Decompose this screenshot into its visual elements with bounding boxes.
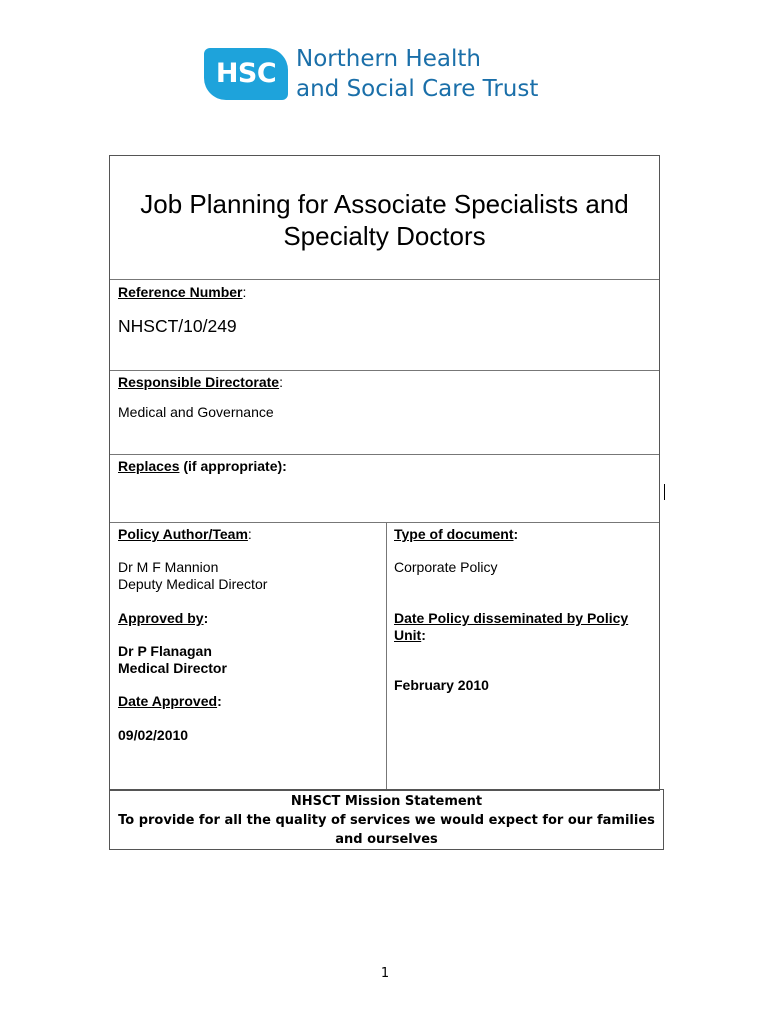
author-name: Dr M F Mannion [118, 559, 219, 575]
approver-role: Medical Director [118, 660, 227, 676]
logo-line-1: Northern Health [296, 46, 481, 72]
reference-label: Reference Number: [118, 284, 247, 300]
author-column [110, 522, 387, 790]
hsc-badge-icon [204, 48, 288, 100]
logo-trust-name [296, 44, 538, 104]
page-number: 1 [380, 966, 390, 981]
reference-value: NHSCT/10/249 [118, 316, 237, 336]
mission-heading: NHSCT Mission Statement [290, 794, 483, 809]
doc-type-label: Type of document: [394, 526, 519, 542]
date-approved-value: 09/02/2010 [118, 727, 189, 743]
mission-statement [109, 789, 664, 850]
hsc-logo [204, 44, 544, 104]
replaces-label: Replaces (if appropriate): [118, 458, 287, 474]
date-approved-label: Date Approved: [118, 693, 222, 709]
mission-line-2: and ourselves [335, 832, 438, 847]
edge-mark [664, 484, 665, 500]
doc-type-value: Corporate Policy [394, 559, 498, 575]
author-role: Deputy Medical Director [118, 576, 268, 592]
date-disseminated-label-1: Date Policy disseminated by Policy [394, 610, 629, 626]
date-disseminated-value: February 2010 [394, 677, 489, 693]
title-line-2: Specialty Doctors [283, 221, 486, 251]
date-disseminated-label-2: Unit: [394, 627, 426, 643]
author-label: Policy Author/Team: [118, 526, 252, 542]
logo-badge-text: HSC [215, 58, 277, 89]
type-column [386, 522, 659, 790]
reference-cell [110, 280, 659, 371]
title-line-1: Job Planning for Associate Specialists and [140, 189, 629, 219]
directorate-value: Medical and Governance [118, 404, 274, 420]
replaces-cell [110, 454, 659, 523]
directorate-label: Responsible Directorate: [118, 374, 283, 390]
approved-by-label: Approved by: [118, 610, 209, 626]
mission-line-1: To provide for all the quality of services we would expect for our families [118, 813, 655, 828]
directorate-cell [110, 370, 659, 455]
document-title [110, 156, 659, 280]
policy-cover-table [109, 155, 660, 791]
approver-name: Dr P Flanagan [118, 643, 212, 659]
logo-line-2: and Social Care Trust [296, 76, 539, 102]
